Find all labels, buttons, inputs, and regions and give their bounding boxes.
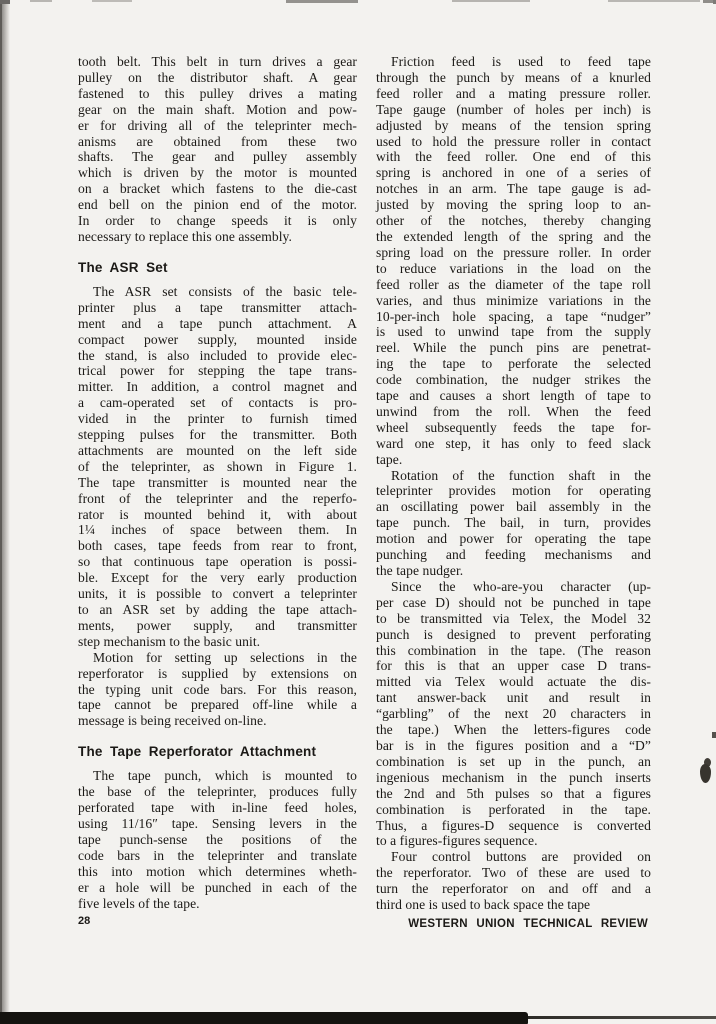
text-line: shafts. The gear and pulley assembly — [78, 149, 357, 165]
paragraph — [376, 579, 651, 849]
text-line: tape and causes a short length of tape to — [376, 388, 651, 404]
text-line: front of the teleprinter and the reperfo- — [78, 490, 357, 506]
text-line: punching and feeding mechanisms and — [376, 547, 651, 563]
text-line: using 11/16″ tape. Sensing levers in the — [78, 815, 357, 831]
gutter-edge — [0, 0, 2, 1024]
journal-footer: WESTERN UNION TECHNICAL REVIEW — [408, 918, 648, 930]
text-line: spring is anchored in one of a series of — [376, 165, 651, 181]
text-line: er for driving all of the teleprinter mech- — [78, 117, 357, 133]
text-line: the stand, is also included to provide elec- — [78, 347, 357, 363]
paragraph — [376, 468, 651, 579]
paragraph — [78, 768, 357, 911]
text-line: er a hole will be punched in each of the — [78, 879, 357, 895]
text-line: Rotation of the function shaft in the — [391, 467, 651, 483]
text-line: teleprinter provides motion for operating — [376, 483, 651, 499]
text-line: the typing unit code bars. For this reason, — [78, 681, 357, 697]
text-line: printer plus a tape transmitter attach- — [78, 299, 357, 315]
text-line: reperforator is supplied by extensions on — [78, 665, 357, 681]
text-line: this into motion which determines wheth- — [78, 863, 357, 879]
text-line: message is being received on-line. — [78, 713, 267, 729]
text-line: Four control buttons are provided on — [391, 849, 651, 865]
text-line: the 2nd and 5th pulses so that a figures — [376, 785, 651, 801]
scan-smudge — [608, 0, 700, 2]
paragraph — [78, 284, 357, 650]
text-line: code combination, the nudger strikes the — [376, 372, 651, 388]
text-line: tape cannot be prepared off-line while a — [78, 697, 357, 713]
text-line: The tape transmitter is mounted near the — [78, 474, 357, 490]
text-line: gear on the main shaft. Motion and pow- — [78, 101, 357, 117]
paragraph — [78, 54, 357, 245]
text-line: step mechanism to the basic unit. — [78, 633, 261, 649]
text-line: ing the tape to perforate the selected — [376, 356, 651, 372]
text-line: Friction feed is used to feed tape — [391, 54, 651, 69]
text-line: tooth belt. This belt in turn drives a gear — [78, 54, 357, 69]
text-line: ment and a tape punch attachment. A — [78, 315, 357, 331]
ink-blob — [700, 764, 711, 783]
text-line: Since the who-are-you character (up- — [391, 578, 651, 594]
text-line: tape punch-sense the positions of the — [78, 831, 357, 847]
text-line: is used to unwind tape from the supply — [376, 324, 651, 340]
text-line: necessary to replace this one assembly. — [78, 228, 292, 244]
text-line: varies, and thus minimize variations in the — [376, 292, 651, 308]
page-number: 28 — [78, 915, 91, 927]
text-line: the tape nudger. — [376, 563, 464, 578]
text-line: an oscillating power bail assembly in the — [376, 499, 651, 515]
text-line: Thus, a figures-D sequence is converted — [376, 817, 651, 833]
text-line: with the feed roller. One end of this — [376, 149, 651, 165]
section-heading: The ASR Set — [78, 259, 168, 275]
right-column — [376, 54, 651, 913]
text-line: so that continuous tape operation is possi- — [78, 554, 357, 570]
text-line: Tape gauge (number of holes per inch) is — [376, 101, 651, 117]
text-line: mitter. In addition, a control magnet and — [78, 379, 357, 395]
text-line: end bell on the pinion end of the motor. — [78, 197, 357, 213]
text-line: this combination in the tape. (The reason — [376, 642, 651, 658]
text-line: to an ASR set by adding the tape attach- — [78, 602, 357, 617]
text-line: five levels of the tape. — [78, 895, 200, 911]
text-line: tape punch. The bail, in turn, provides — [376, 515, 651, 531]
text-line: feed roller and a mating pressure roller. — [376, 85, 651, 101]
text-line: bar is in the figures position and a “D” — [376, 737, 651, 753]
text-line: tape. — [376, 451, 403, 467]
text-line: punch is designed to prevent perforating — [376, 626, 651, 642]
paragraph — [78, 650, 357, 730]
text-line: adjusted by means of the tension spring — [376, 117, 651, 133]
text-line: third one is used to back space the tape — [376, 897, 591, 913]
scan-smudge — [92, 0, 132, 2]
text-line: In order to change speeds it is only — [78, 213, 357, 229]
text-line: ble. Except for the very early production — [78, 570, 357, 586]
text-line: unwind from the roll. When the feed — [376, 403, 651, 419]
text-line: the extended length of the spring and the — [376, 228, 651, 244]
text-line: perforated tape with in-line feed holes, — [78, 800, 357, 816]
scan-speck — [712, 732, 716, 738]
text-line: the base of the teleprinter, produces fully — [78, 784, 357, 800]
text-line: both cases, tape feeds from rear to front, — [78, 538, 357, 554]
text-line: motion and power for operating the tape — [376, 531, 651, 547]
text-line: the tape.) When the letters-figures code — [376, 722, 651, 738]
text-line: on a bracket which fastens to the die-cast — [78, 181, 357, 197]
text-line: The ASR set consists of the basic tele- — [93, 283, 357, 299]
text-line: per case D) should not be punched in tape — [376, 594, 651, 610]
scan-smudge — [0, 0, 10, 4]
text-line: ingenious mechanism in the punch inserts — [376, 769, 651, 785]
text-line: vided in the printer to furnish timed — [78, 411, 357, 427]
text-line: 10-per-inch hole spacing, a tape “nudger” — [376, 308, 651, 324]
text-line: to reduce variations in the load on the — [376, 260, 651, 276]
text-line: trical power for stepping the tape trans- — [78, 363, 357, 379]
text-line: through the punch by means of a knurled — [376, 69, 651, 85]
text-line: for this is that an upper case D trans- — [376, 658, 651, 674]
text-line: of the teleprinter, as shown in Figure 1. — [78, 458, 357, 474]
text-line: notches in an arm. The tape gauge is ad- — [376, 181, 651, 197]
text-line: to be transmitted via Telex, the Model 32 — [376, 610, 651, 626]
gutter-shadow — [0, 0, 10, 1024]
text-line: The tape punch, which is mounted to — [93, 768, 357, 784]
text-line: compact power supply, mounted inside — [78, 331, 357, 347]
text-line: ward one step, it has only to feed slack — [376, 435, 651, 451]
text-line: units, it is possible to convert a teleprinter — [78, 586, 357, 602]
text-line: combination is set up in the punch, an — [376, 753, 651, 769]
text-line: feed roller as the diameter of the tape roll — [376, 276, 651, 292]
scan-smudge — [703, 0, 716, 3]
scan-smudge — [452, 0, 530, 2]
text-line: spring load on the pressure roller. In order — [376, 244, 651, 260]
text-line: 1¼ inches of space between them. In — [78, 522, 357, 538]
text-line: turn the reperforator on and off and a — [376, 881, 651, 897]
text-line: attachments are mounted on the left side — [78, 442, 357, 458]
paragraph — [376, 849, 651, 913]
text-line: Motion for setting up selections in the — [93, 649, 357, 665]
ink-blob — [704, 758, 711, 767]
scan-bottom-line — [400, 1016, 716, 1019]
text-line: fastened to this pulley drives a mating — [78, 85, 357, 101]
scan-smudge — [286, 0, 358, 3]
scan-smudge — [30, 0, 52, 2]
text-line: ments, power supply, and transmitter — [78, 617, 357, 633]
text-line: rator is mounted behind it, with about — [78, 506, 357, 522]
text-line: to a figures-figures sequence. — [376, 833, 538, 849]
text-line: stepping pulses for the transmitter. Both — [78, 427, 357, 443]
text-line: anisms are obtained from these two — [78, 133, 357, 149]
text-line: justed by moving the spring loop to an- — [376, 197, 651, 213]
text-line: other of the notches, thereby changing — [376, 213, 651, 229]
text-line: used to hold the pressure roller in contact — [376, 133, 651, 149]
text-line: “garbling” of the next 20 characters in — [376, 706, 651, 722]
text-line: wheel subsequently feeds the tape for- — [376, 419, 651, 435]
text-line: the reperforator. Two of these are used to — [376, 865, 651, 881]
section-heading: The Tape Reperforator Attachment — [78, 744, 317, 760]
text-line: a cam-operated set of contacts is pro- — [78, 395, 357, 411]
text-line: code bars in the teleprinter and translate — [78, 847, 357, 863]
left-column — [78, 54, 357, 913]
text-line: mitted via Telex would actuate the dis- — [376, 674, 651, 690]
text-line: combination is perforated in the tape. — [376, 801, 651, 817]
text-line: reel. While the punch pins are penetrat- — [376, 340, 651, 356]
text-line: pulley on the distributor shaft. A gear — [78, 69, 357, 85]
paragraph — [376, 54, 651, 468]
scan-bottom-bar — [0, 1012, 528, 1024]
article-body — [78, 54, 651, 913]
text-line: tant answer-back unit and result in — [376, 690, 651, 706]
text-line: which is driven by the motor is mounted — [78, 165, 357, 181]
